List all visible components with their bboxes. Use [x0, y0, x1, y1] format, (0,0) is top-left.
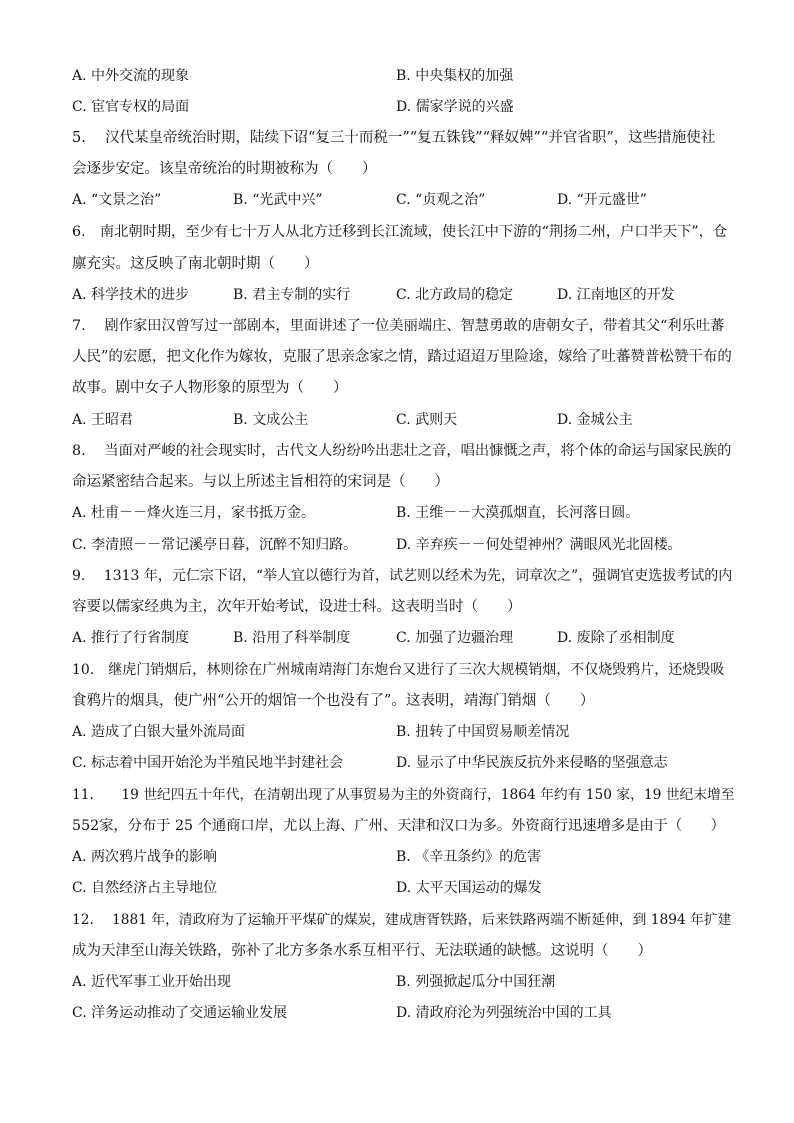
- q7-stem-line-1: 7. 剧作家田汉曾写过一部剧本，里面讲述了一位美丽端庄、智慧勇敢的唐朝女子，带着其父“利乐吐蕃: [72, 318, 725, 334]
- q10-option-c: C. 标志着中国开始沦为半殖民地半封建社会: [72, 755, 344, 771]
- q7-option-a: A. 王昭君: [72, 412, 134, 428]
- q6-option-c: C. 北方政局的稳定: [396, 287, 514, 303]
- q11-stem-line-2: 552家，分布于 25 个通商口岸，尤以上海、广州、天津和汉口为多。外资商行迅速增多是由于（ ）: [72, 818, 725, 834]
- q9-stem-line-2: 容要以儒家经典为主，次年开始考试，设进士科。这表明当时（ ）: [72, 599, 522, 615]
- q12-stem-line-2: 成为天津至山海关铁路，弥补了北方多条水系互相平行、无法联通的缺憾。这说明（ ）: [72, 943, 652, 959]
- q6-option-d: D. 江南地区的开发: [557, 287, 675, 303]
- q12-option-c: C. 洋务运动推动了交通运输业发展: [72, 1005, 288, 1021]
- q5-stem-line-2: 会逐步安定。该皇帝统治的时期被称为（ ）: [72, 161, 377, 177]
- q5-stem-line-1: 5. 汉代某皇帝统治时期，陆续下诏“复三十而税一”“复五铢钱”“释奴婢”“并官省职”，这些措施使社: [72, 130, 716, 146]
- q4-option-d: D. 儒家学说的兴盛: [396, 99, 514, 115]
- q5-option-a: A. “文景之治”: [72, 192, 162, 208]
- q7-option-c: C. 武则天: [396, 412, 458, 428]
- q4-option-c: C. 宦官专权的局面: [72, 99, 190, 115]
- q5-option-d: D. “开元盛世”: [557, 192, 647, 208]
- q11-option-a: A. 两次鸦片战争的影响: [72, 849, 218, 865]
- q4-option-a: A. 中外交流的现象: [72, 68, 190, 84]
- q8-stem-line-2: 命运紧密结合起来。与以上所述主旨相符的宋词是（ ）: [72, 474, 449, 490]
- q6-stem-line-1: 6. 南北朝时期，至少有七十万人从北方迁移到长江流域，使长江中下游的“荆扬二州，户口半天下”，仓: [72, 224, 728, 240]
- q12-option-a: A. 近代军事工业开始出现: [72, 974, 232, 990]
- q10-option-b: B. 扭转了中国贸易顺差情况: [396, 724, 570, 740]
- q6-stem-line-2: 廪充实。这反映了南北朝时期（ ）: [72, 256, 319, 272]
- q10-stem-line-1: 10. 继虎门销烟后，林则徐在广州城南靖海门东炮台又进行了三次大规模销烟，不仅烧毁鸦片，还烧毁吸: [72, 662, 725, 678]
- q8-option-d: D. 辛弃疾－－何处望神州？满眼风光北固楼。: [396, 537, 682, 553]
- q11-option-c: C. 自然经济占主导地位: [72, 880, 218, 896]
- q11-option-d: D. 太平天国运动的爆发: [396, 880, 542, 896]
- q10-option-a: A. 造成了白银大量外流局面: [72, 724, 246, 740]
- q11-option-b: B. 《辛丑条约》的危害: [396, 849, 542, 865]
- q9-option-b: B. 沿用了科举制度: [233, 630, 351, 646]
- q5-option-b: B. “光武中兴”: [233, 192, 323, 208]
- q8-option-c: C. 李清照－－常记溪亭日暮，沉醉不知归路。: [72, 537, 358, 553]
- q7-stem-line-3: 故事。剧中女子人物形象的原型为（ ）: [72, 380, 348, 396]
- q12-option-b: B. 列强掀起瓜分中国狂潮: [396, 974, 556, 990]
- q6-option-a: A. 科学技术的进步: [72, 287, 190, 303]
- q7-option-d: D. 金城公主: [557, 412, 633, 428]
- q7-stem-line-2: 人民”的宏愿，把文化作为嫁妆，克服了思亲念家之情，踏过迢迢万里险途，嫁给了吐蕃赞普松赞干布的: [72, 349, 732, 365]
- q12-stem-line-1: 12. 1881 年，清政府为了运输开平煤矿的煤炭，建成唐胥铁路，后来铁路两端不断延伸，到 1894 年扩建: [72, 912, 732, 928]
- q6-option-b: B. 君主专制的实行: [233, 287, 351, 303]
- q10-stem-line-2: 食鸦片的烟具，使广州“公开的烟馆一个也没有了”。这表明，靖海门销烟（ ）: [72, 693, 595, 709]
- q11-stem-line-1: 11. 19 世纪四五十年代，在清朝出现了从事贸易为主的外资商行，1864 年约有 150 家，19 世纪末增至: [72, 787, 735, 803]
- q8-option-a: A. 杜甫－－烽火连三月，家书抵万金。: [72, 505, 316, 521]
- q9-option-a: A. 推行了行省制度: [72, 630, 190, 646]
- q9-option-d: D. 废除了丞相制度: [557, 630, 675, 646]
- q8-option-b: B. 王维－－大漠孤烟直，长河落日圆。: [396, 505, 640, 521]
- q10-option-d: D. 显示了中华民族反抗外来侵略的坚强意志: [396, 755, 668, 771]
- q5-option-c: C. “贞观之治”: [396, 192, 486, 208]
- q7-option-b: B. 文成公主: [233, 412, 309, 428]
- q4-option-b: B. 中央集权的加强: [396, 68, 514, 84]
- q12-option-d: D. 清政府沦为列强统治中国的工具: [396, 1005, 612, 1021]
- q8-stem-line-1: 8. 当面对严峻的社会现实时，古代文人纷纷吟出悲壮之音，唱出慷慨之声，将个体的命运与国家民族的: [72, 443, 732, 459]
- q9-stem-line-1: 9. 1313 年，元仁宗下诏，“举人宜以德行为首，试艺则以经术为先，词章次之”，强调官吏选拔考试的内: [72, 568, 733, 584]
- q9-option-c: C. 加强了边疆治理: [396, 630, 514, 646]
